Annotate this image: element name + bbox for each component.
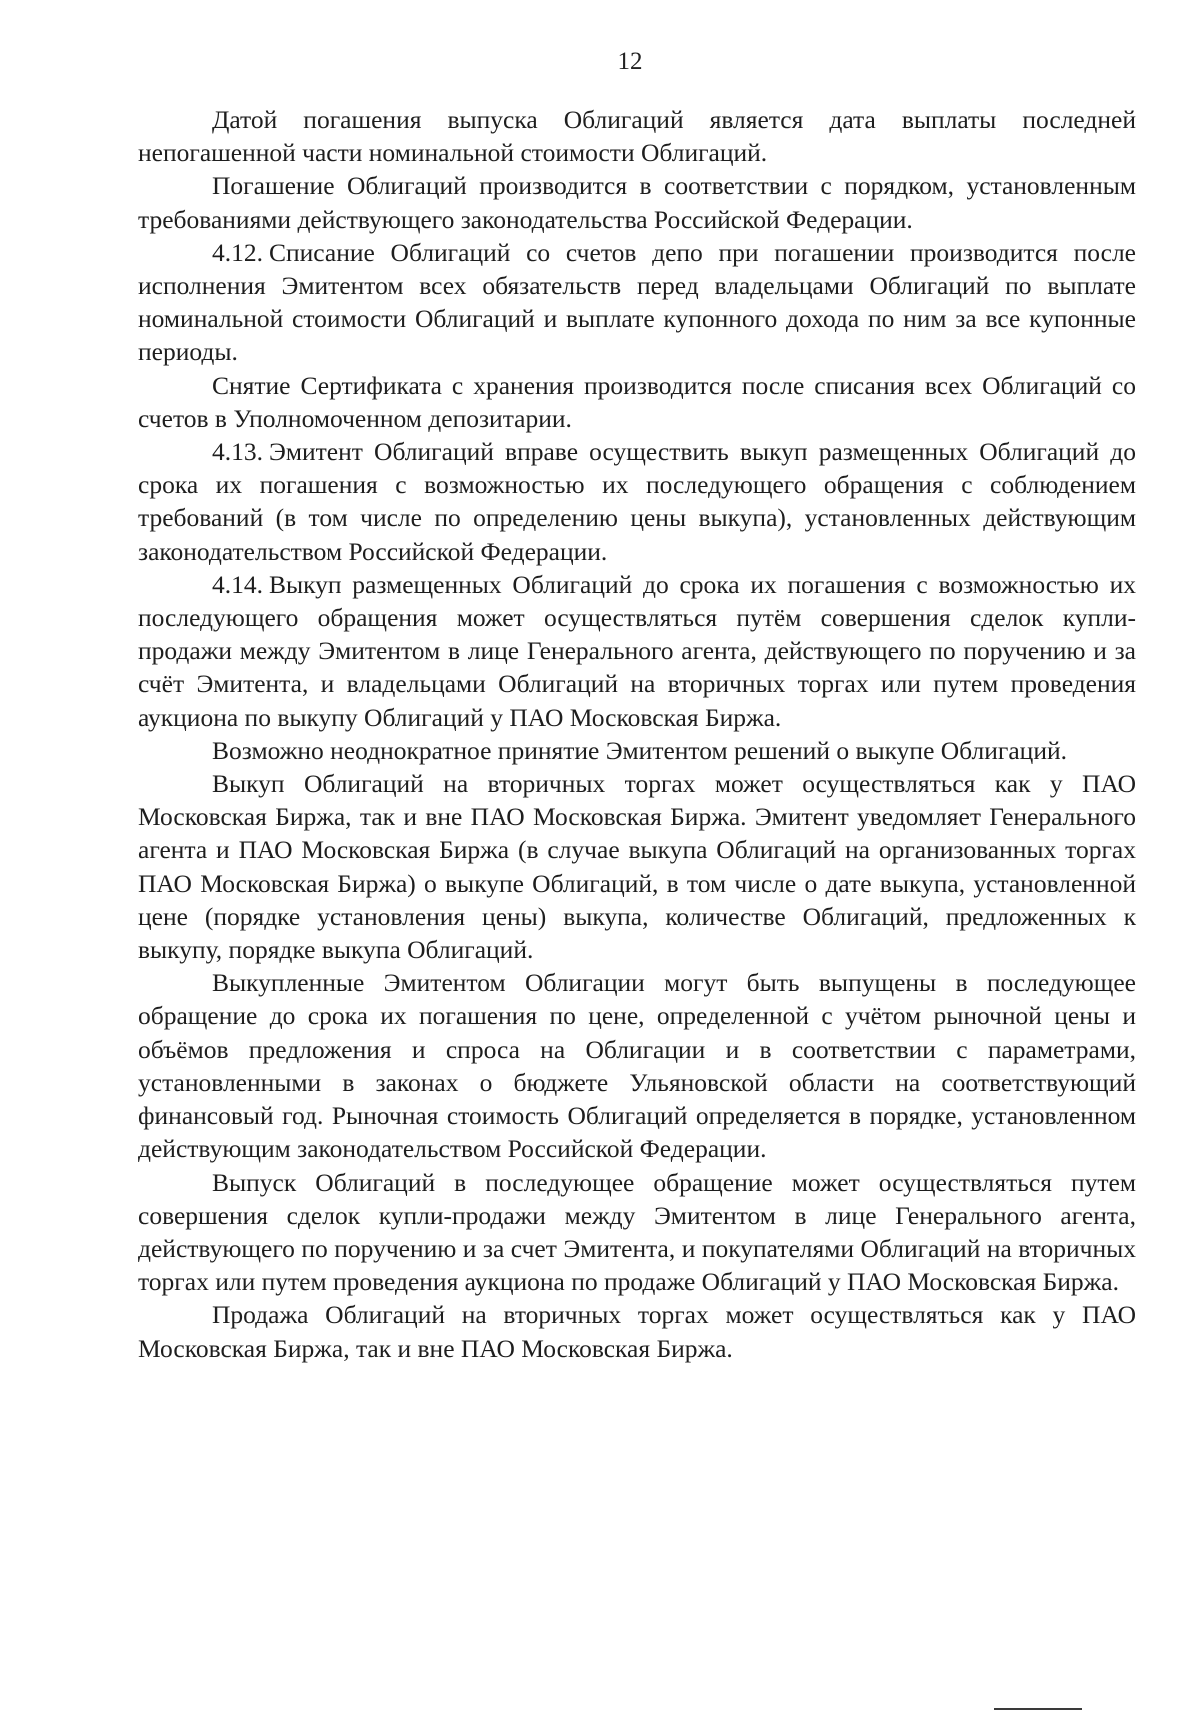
paragraph-4-14 bbox=[138, 568, 1136, 734]
paragraph-secondary-buyback bbox=[138, 767, 1136, 966]
paragraph-text: Выкуп Облигаций на вторичных торгах может осуществляться как у ПАО Московская Биржа, так и вне ПАО Московская Биржа. Эмитент уведомляет Генерального агента и ПАО Московская Биржа (в случае выкупа Облигаций на организованных торгах ПАО Московская Биржа) о выкупе Облигаций, в том числе о дате выкупа, установленной цене (порядке установления цены) выкупа, количестве Облигаций, предложенных к выкупу, порядке выкупа Облигаций. bbox=[138, 769, 1136, 965]
document-body bbox=[138, 103, 1136, 1365]
paragraph-reissue bbox=[138, 966, 1136, 1165]
scan-edge-mark bbox=[994, 1708, 1082, 1710]
paragraph-4-12 bbox=[138, 236, 1136, 369]
paragraph-text: Списание Облигаций со счетов депо при погашении производится после исполнения Эмитентом всех обязательств перед владельцами Облигаций по выплате номинальной стоимости Облигаций и выплате купонного дохода по ним за все купонные периоды. bbox=[138, 237, 1136, 367]
paragraph-text: Эмитент Облигаций вправе осуществить выкуп размещенных Облигаций до срока их погашения с возможностью их последующего обращения с соблюдением требований (в том числе по определению цены выкупа), установленных действующим законодательством Российской Федерации. bbox=[138, 437, 1136, 566]
paragraph-number: 4.14. bbox=[212, 569, 263, 599]
paragraph-text: Продажа Облигаций на вторичных торгах может осуществляться как у ПАО Московская Биржа, так и вне ПАО Московская Биржа. bbox=[138, 1300, 1136, 1363]
paragraph-text: Выпуск Облигаций в последующее обращение может осуществляться путем совершения сделок купли-продажи между Эмитентом в лице Генерального агента, действующего по поручению и за счет Эмитента, и покупателями Облигаций на вторичных торгах или путем проведения аукциона по продаже Облигаций у ПАО Московская Биржа. bbox=[138, 1167, 1136, 1297]
paragraph-text: Снятие Сертификата с хранения производится после списания всех Облигаций со счетов в Уполномоченном депозитарии. bbox=[138, 370, 1136, 433]
paragraph-certificate-removal bbox=[138, 369, 1136, 435]
page-number: 12 bbox=[617, 48, 643, 75]
paragraph-secondary-sale bbox=[138, 1298, 1136, 1364]
paragraph-reissue-method bbox=[138, 1166, 1136, 1299]
paragraph-text: Погашение Облигаций производится в соответствии с порядком, установленным требованиями действующего законодательства Российской Федерации. bbox=[138, 171, 1136, 234]
paragraph-4-13 bbox=[138, 435, 1136, 568]
paragraph-text: Выкуп размещенных Облигаций до срока их погашения с возможностью их последующего обращения может осуществляться путём совершения сделок купли-продажи между Эмитентом в лице Генерального агента, действующего по поручению и за счёт Эмитента, и владельцами Облигаций на вторичных торгах или путем проведения аукциона по выкупу Облигаций у ПАО Московская Биржа. bbox=[138, 569, 1136, 732]
paragraph-redemption-order bbox=[138, 169, 1136, 235]
paragraph-redemption-date bbox=[138, 103, 1136, 169]
paragraph-number: 4.12. bbox=[212, 237, 263, 267]
paragraph-number: 4.13. bbox=[212, 437, 263, 467]
paragraph-text: Выкупленные Эмитентом Облигации могут быть выпущены в последующее обращение до срока их погашения по цене, определенной с учётом рыночной цены и объёмов предложения и спроса на Облигации и в соответствии с параметрами, установленными в законах о бюджете Ульяновской области на соответствующий финансовый год. Рыночная стоимость Облигаций определяется в порядке, установленном действующим законодательством Российской Федерации. bbox=[138, 968, 1136, 1164]
paragraph-text: Возможно неоднократное принятие Эмитентом решений о выкупе Облигаций. bbox=[212, 735, 1067, 765]
paragraph-text: Датой погашения выпуска Облигаций является дата выплаты последней непогашенной части номинальной стоимости Облигаций. bbox=[138, 105, 1136, 168]
paragraph-repeated-buyback bbox=[138, 734, 1136, 767]
